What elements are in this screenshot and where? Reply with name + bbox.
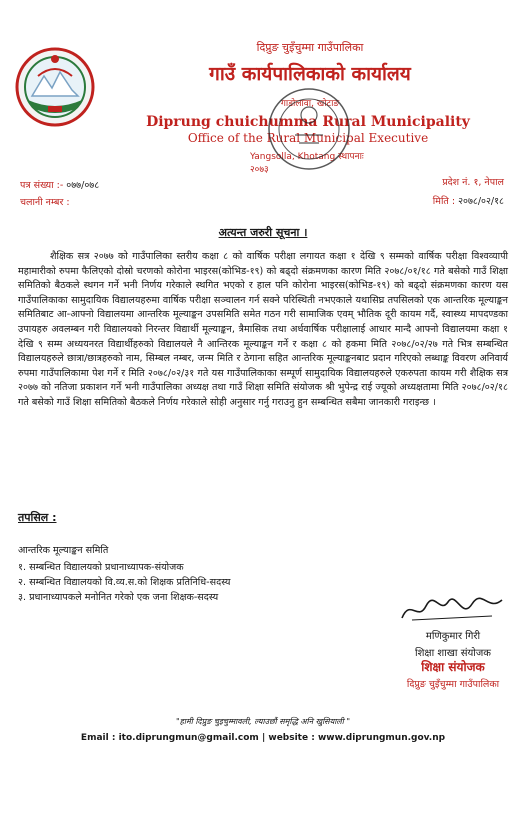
- municipality-name-np: दिप्रुङ चुइँचुम्मा गाउँपालिका: [256, 41, 364, 54]
- office-seal-icon: [265, 85, 353, 173]
- email-link[interactable]: ito.diprungmun@gmail.com: [118, 733, 259, 743]
- province-label: प्रदेश नं. १, नेपाल: [442, 177, 504, 188]
- notice-body: शैक्षिक सत्र २०७७ को गाउँपालिका स्तरीय कक्षा ८ को वार्षिक परीक्षा लगायत कक्षा १ देखि ९ सम्मको वार्षिक परीक्षा विश्वव्यापी महामारीको रुपमा फैलिएको दोस्रो चरणको कोरोना भाइरस(कोभिड-१९) को बढ्दो संक्रमणका कारण मिति २०७८/०१/१८ गते बसेको गाउँ शिक्षा समितिको बैठकले स्थगन गर्ने भनी निर्णय गरेकाले स्थगित भएको र हाल पनि कोरोना भाइरस(कोभिड-१९) को बढ्दो संक्रमणका कारण यस गाउँपालिकाका सामुदायिक विद्यालयहरुमा वार्षिक परीक्षा सञ्चालन गर्न सक्ने परिस्थिती नभएकाले यथासिघ्र तपसिलको एक आन्तरिक मूल्याङ्कन समितिबाट आ-आफ्नो विद्यालयमा आन्तरिक मूल्याङ्कन उपसमिति समेत गठन गरी सामाजिक एवम् भौतिक दूरी कायम गर्दै, स्वास्थ्य मापदण्डका उपायहरु अवलम्बन गरी विद्यालयको निरन्तर विद्यार्थी मूल्याङ्कन, त्रैमासिक तथा अर्धवार्षिक परीक्षालाई आधार मान्दै आफ्नो विद्यालयमा कक्षा १ देखि ९ सम्म अध्ययनरत विद्यार्थीहरुको विद्यालयले नै आन्तिरक मूल्याङ्कन गर्ने र कक्षा ८ को हकमा मिति २०७८/०२/२७ गते भित्र सम्बन्धित विद्यालयहरुले छात्रा/छात्रहरुको नाम, सिम्बल नम्बर, जन्म मिति र ठेगाना सहित आन्तरिक मूल्याङ्कनबाट प्रदान गरिएको लब्धाङ्क विवरण अनिवार्य रुपमा गाउँपालिकामा पेश गर्ने र मिति २०७८/०२/३१ गते यस गाउँपालिकाका सम्पूर्ण सामुदायिक विद्यालयहरुले एकरुपता कायम गरी शैक्षिक सत्र २०७७ को नतिजा प्रकाशन गर्ने भनी गाउँपालिका अध्यक्ष तथा गाउँ शिक्षा समिति संयोजक श्री भुपेन्द्र राई ज्यूको अध्यक्षतामा मिति २०७८/०२/१८ गते बसेको गाउँ शिक्षा समितिको बैठकले निर्णय गरेकाले सोही अनुसार गर्नु गराउनु हुन सम्बन्धित सबैमा जानकारी गराइन्छ ।: [18, 251, 508, 408]
- details-heading: तपसिल :: [18, 511, 57, 524]
- signatory-name: मणिकुमार गिरी: [425, 631, 481, 642]
- letter-number-label: पत्र संख्या :-: [20, 180, 64, 191]
- handwritten-signature-icon: [392, 594, 512, 626]
- footer-contact: [0, 733, 526, 743]
- established-date: स्थापनाः २०७३: [250, 152, 364, 175]
- office-name-en: Office of the Rural Municipal Executive: [187, 131, 429, 145]
- municipality-name-en: Diprung chuichumma Rural Municipality: [146, 114, 470, 130]
- signatory-title: शिक्षा शाखा संयोजक: [415, 648, 491, 659]
- location-en: Yangsolla, Khotang: [250, 152, 336, 162]
- dispatch-number: [20, 195, 70, 208]
- office-name-np: गाउँ कार्यपालिकाको कार्यालय: [209, 63, 411, 85]
- committee-member: १. सम्बन्धित विद्यालयको प्रधानाध्यापक-संयोजक: [18, 562, 184, 573]
- letter-number: [20, 178, 99, 191]
- email-label: Email :: [80, 733, 116, 743]
- location-np: गाडोलावा, खोटाङ: [280, 99, 340, 109]
- committee-title: आन्तरिक मूल्याङ्कन समिति: [18, 545, 109, 556]
- notice-subject: अत्यन्त जरुरी सूचना ।: [218, 226, 308, 239]
- committee-member: २. सम्बन्धित विद्यालयको वि.व्य.स.को शिक्षक प्रतिनिधि-सदस्य: [18, 577, 231, 588]
- footer-slogan: "हामी दिप्रुङ चुइचुम्मावली, ल्याउछौं समृद्धि अनि खुसियाली ": [175, 717, 351, 726]
- date-value: २०७८/०२/१८: [458, 196, 504, 207]
- nepal-emblem-icon: [14, 46, 96, 128]
- letter-number-value: ०७७/०७८: [66, 180, 100, 191]
- date-label: मिति :: [432, 196, 456, 207]
- website-link[interactable]: www.diprungmun.gov.np: [317, 733, 446, 743]
- signature-stamp-title: शिक्षा संयोजक: [421, 660, 485, 674]
- letter-date: [400, 194, 504, 207]
- dispatch-number-label: चलानी नम्बर :: [20, 197, 70, 208]
- signature-stamp-org: दिप्रुङ चुइँचुम्मा गाउँपालिका: [406, 679, 500, 690]
- website-label: | website :: [261, 733, 315, 743]
- committee-member: ३. प्रधानाध्यापकले मनोनित गरेको एक जना शिक्षक-सदस्य: [18, 592, 219, 603]
